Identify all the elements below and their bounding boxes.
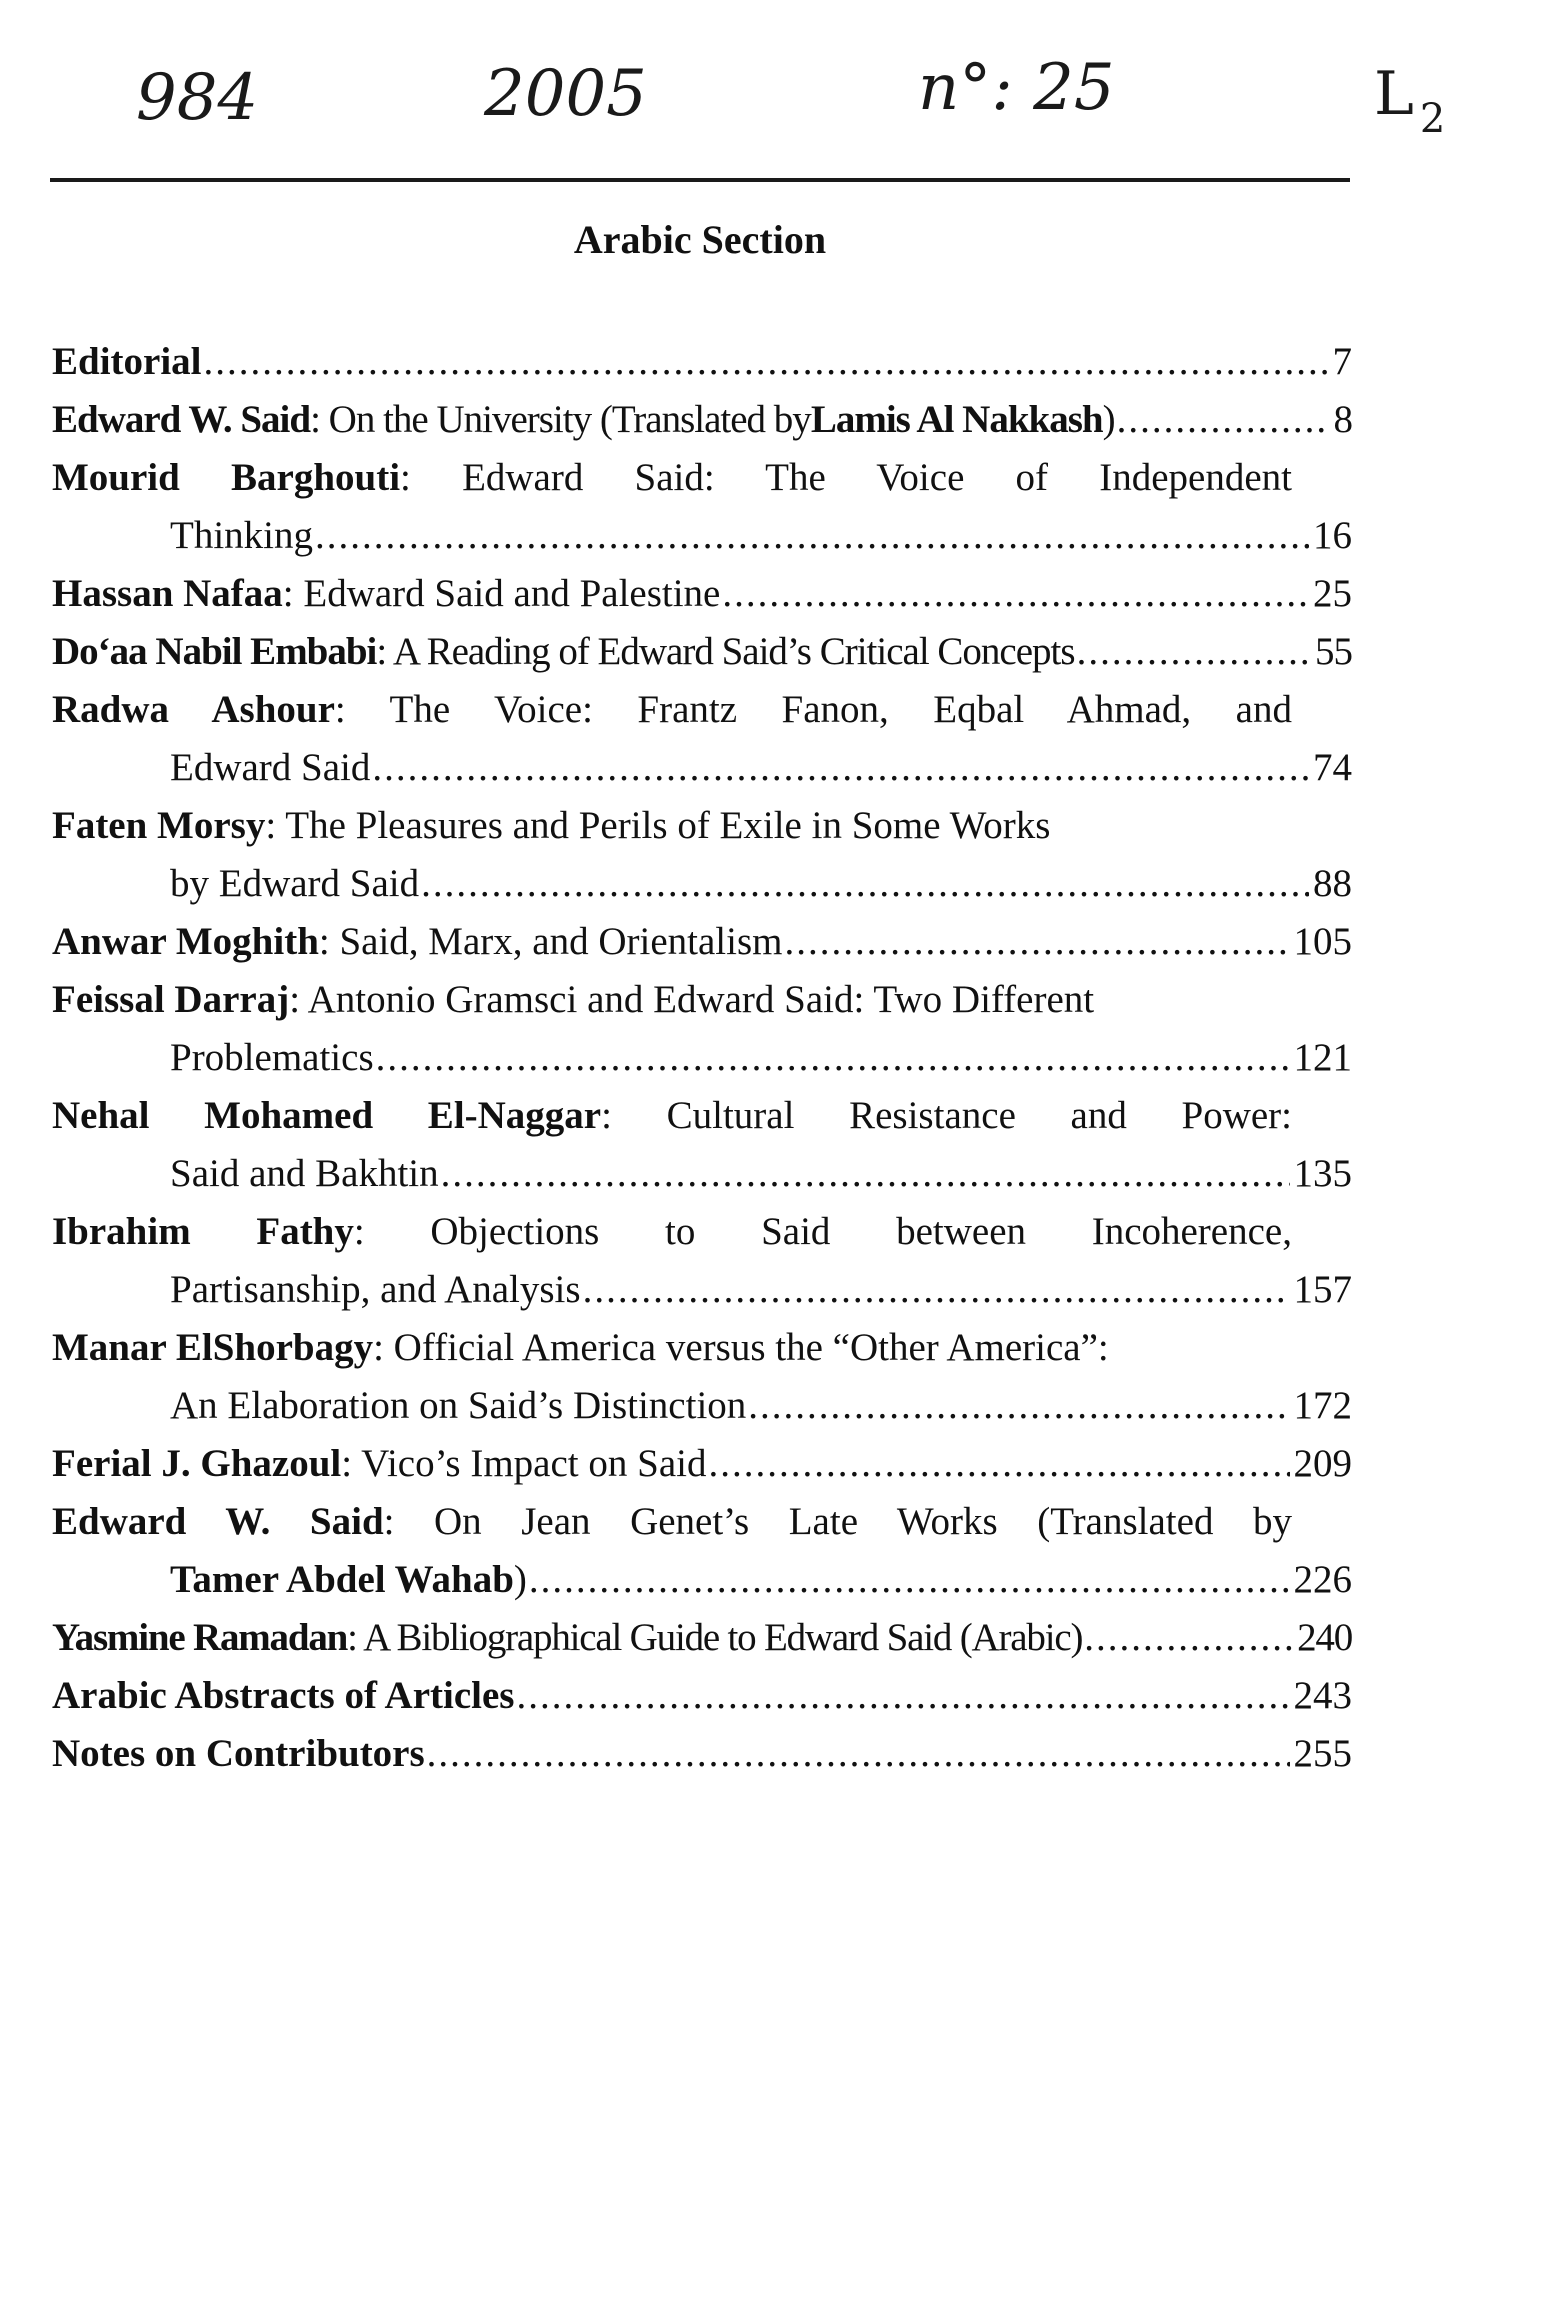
toc-author: Ibrahim Fathy xyxy=(52,1210,354,1253)
dot-leader xyxy=(722,565,1309,623)
toc-entry-arabic-abstracts xyxy=(52,1667,1352,1725)
toc-page: 209 xyxy=(1293,1442,1352,1485)
toc-author: Yasmine Ramadan xyxy=(52,1616,348,1659)
toc-title: : Cultural Resistance and Power: xyxy=(601,1094,1292,1137)
toc-entry-said-university xyxy=(52,391,1352,449)
toc-entry-said-genet-line1 xyxy=(52,1493,1292,1551)
toc-title: : Edward Said and Palestine xyxy=(282,572,721,615)
toc-page: 240 xyxy=(1297,1616,1352,1659)
toc-page: 74 xyxy=(1313,746,1352,789)
dot-leader xyxy=(427,1725,1290,1783)
header-rule xyxy=(50,178,1350,182)
toc-author: Manar ElShorbagy xyxy=(52,1326,374,1369)
toc-entry-el-naggar-line1 xyxy=(52,1087,1292,1145)
toc-page: 16 xyxy=(1313,514,1352,557)
dot-leader xyxy=(1077,623,1311,681)
toc-page: 105 xyxy=(1293,920,1352,963)
toc-author: Anwar Moghith xyxy=(52,920,319,963)
toc-title: : On the University (Translated by xyxy=(310,398,811,441)
toc-entry-elshorbagy-line1 xyxy=(52,1319,1352,1377)
toc-title: : Objections to Said between Incoherence, xyxy=(353,1210,1292,1253)
toc-entry-ashour-line1 xyxy=(52,681,1292,739)
toc-page: 8 xyxy=(1333,398,1352,441)
toc-title: : Said, Marx, and Orientalism xyxy=(318,920,783,963)
section-title: Arabic Section xyxy=(573,217,827,262)
toc-entry-editorial xyxy=(52,333,1352,391)
dot-leader xyxy=(516,1667,1289,1725)
toc-title-cont: Thinking xyxy=(170,514,313,557)
toc-entry-ghazoul xyxy=(52,1435,1352,1493)
toc-title: : Vico’s Impact on Said xyxy=(341,1442,707,1485)
handwritten-mark xyxy=(1374,59,1446,142)
handwritten-mark-letter: L xyxy=(1374,59,1414,129)
handwritten-mark-subscript: 2 xyxy=(1419,96,1446,142)
dot-leader xyxy=(376,1029,1290,1087)
toc-translator: Tamer Abdel Wahab xyxy=(170,1558,514,1601)
toc-page: 88 xyxy=(1313,862,1352,905)
toc-entry-el-naggar-line2 xyxy=(52,1145,1352,1203)
toc-entry-ramadan xyxy=(52,1609,1352,1667)
handwritten-year: 2005 xyxy=(484,57,647,131)
toc-author: Arabic Abstracts of Articles xyxy=(52,1674,515,1717)
toc-title-cont: Edward Said xyxy=(170,746,371,789)
toc-entry-darraj-line2 xyxy=(52,1029,1352,1087)
toc-author: Hassan Nafaa xyxy=(52,572,283,615)
toc-page: 255 xyxy=(1293,1732,1352,1775)
toc-title: : Antonio Gramsci and Edward Said: Two Different xyxy=(289,978,1095,1021)
toc-author: Notes on Contributors xyxy=(52,1732,425,1775)
toc-title-cont: An Elaboration on Said’s Distinction xyxy=(170,1384,747,1427)
dot-leader xyxy=(315,507,1309,565)
toc-entry-fathy-line1 xyxy=(52,1203,1292,1261)
toc-author: Nehal Mohamed El-Naggar xyxy=(52,1094,602,1137)
toc-page: 226 xyxy=(1293,1558,1352,1601)
dot-leader xyxy=(441,1145,1290,1203)
dot-leader xyxy=(748,1377,1289,1435)
toc-author: Mourid Barghouti xyxy=(52,456,401,499)
dot-leader xyxy=(708,1435,1289,1493)
dot-leader xyxy=(372,739,1309,797)
toc-entry-morsy-line1 xyxy=(52,797,1352,855)
toc-page: 55 xyxy=(1315,630,1352,673)
toc-title-cont: Partisanship, and Analysis xyxy=(170,1268,581,1311)
toc-entry-morsy-line2 xyxy=(52,855,1352,913)
toc-author: Editorial xyxy=(52,340,202,383)
handwritten-call-number: 984 xyxy=(136,61,259,135)
toc-title: : Official America versus the “Other America”: xyxy=(373,1326,1109,1369)
toc-entry-barghouti-line2 xyxy=(52,507,1352,565)
toc-author: Ferial J. Ghazoul xyxy=(52,1442,342,1485)
toc-page: 135 xyxy=(1293,1152,1352,1195)
handwritten-issue-number: n°: 25 xyxy=(918,51,1115,125)
toc-title: : The Voice: Frantz Fanon, Eqbal Ahmad, and xyxy=(334,688,1292,731)
table-of-contents xyxy=(52,333,1352,1783)
toc-entry-said-genet-line2 xyxy=(52,1551,1352,1609)
dot-leader xyxy=(784,913,1289,971)
toc-title-close: ) xyxy=(513,1558,527,1601)
toc-title: : A Bibliographical Guide to Edward Said (Arabic) xyxy=(347,1616,1083,1659)
toc-title-cont: Said and Bakhtin xyxy=(170,1152,439,1195)
toc-entry-fathy-line2 xyxy=(52,1261,1352,1319)
toc-entry-ashour-line2 xyxy=(52,739,1352,797)
toc-entry-barghouti-line1 xyxy=(52,449,1292,507)
toc-title: : The Pleasures and Perils of Exile in Some Works xyxy=(265,804,1051,847)
dot-leader xyxy=(204,333,1329,391)
toc-entry-nafaa xyxy=(52,565,1352,623)
toc-entry-elshorbagy-line2 xyxy=(52,1377,1352,1435)
toc-author: Feissal Darraj xyxy=(52,978,290,1021)
toc-author: Edward W. Said xyxy=(52,398,311,441)
toc-page: 243 xyxy=(1293,1674,1352,1717)
dot-leader xyxy=(529,1551,1290,1609)
dot-leader xyxy=(1084,1609,1293,1667)
toc-author: Faten Morsy xyxy=(52,804,266,847)
toc-author: Radwa Ashour xyxy=(52,688,335,731)
toc-title-cont: Problematics xyxy=(170,1036,374,1079)
dot-leader xyxy=(421,855,1309,913)
toc-entry-darraj-line1 xyxy=(52,971,1352,1029)
toc-page: 157 xyxy=(1293,1268,1352,1311)
toc-page: 25 xyxy=(1313,572,1352,615)
toc-page: 172 xyxy=(1293,1384,1352,1427)
toc-translator: Lamis Al Nakkash xyxy=(810,398,1103,441)
toc-title-close: ) xyxy=(1102,398,1115,441)
dot-leader xyxy=(583,1261,1290,1319)
toc-entry-embabi xyxy=(52,623,1352,681)
toc-page: 121 xyxy=(1293,1036,1352,1079)
toc-author: Edward W. Said xyxy=(52,1500,384,1543)
toc-title: : A Reading of Edward Said’s Critical Concepts xyxy=(376,630,1075,673)
toc-page: 7 xyxy=(1332,340,1352,383)
toc-title-cont: by Edward Said xyxy=(170,862,420,905)
toc-title: : On Jean Genet’s Late Works (Translated by xyxy=(383,1500,1292,1543)
toc-author: Do‘aa Nabil Embabi xyxy=(52,630,377,673)
toc-entry-moghith xyxy=(52,913,1352,971)
toc-title: : Edward Said: The Voice of Independent xyxy=(400,456,1292,499)
dot-leader xyxy=(1117,391,1330,449)
toc-entry-notes-on-contributors xyxy=(52,1725,1352,1783)
